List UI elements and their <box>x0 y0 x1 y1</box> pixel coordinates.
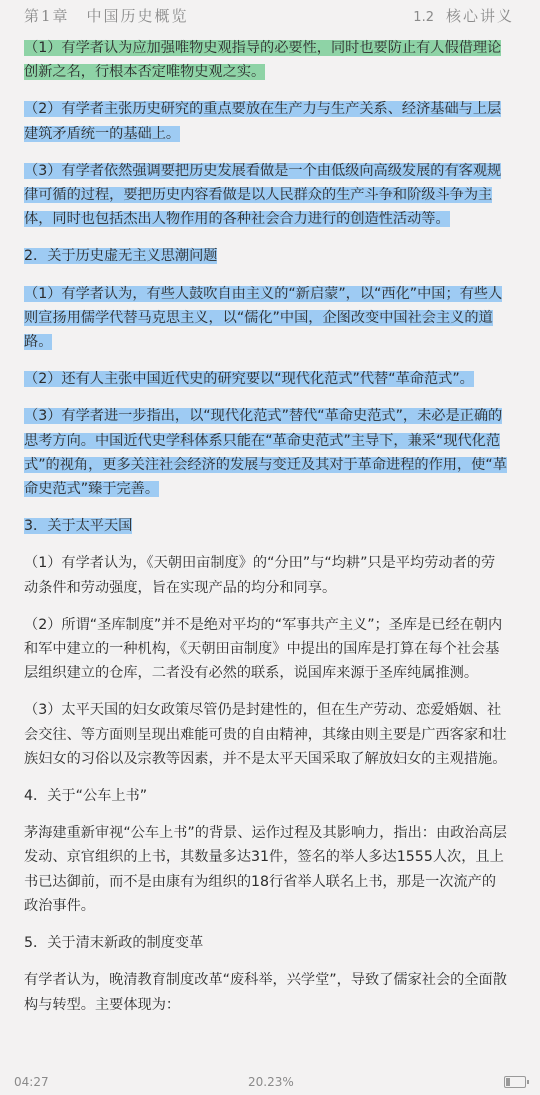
text-paragraph[interactable] <box>24 367 508 391</box>
paragraph-text: 4．关于“公车上书” <box>24 788 148 805</box>
section-heading[interactable] <box>24 514 508 538</box>
section-number: 1.2 <box>413 10 434 25</box>
clock-time: 04:27 <box>14 1075 49 1089</box>
highlighted-text: （3）有学者进一步指出，以“现代化范式”替代“革命史范式”，未必是正确的思考方向。中国近代史学科体系只能在“革命史范式”主导下，兼采“现代化范式”的视角，更多关注社会经济的发展与变迁及其对于革命进程的作用，使“革命史范式”臻于完善。 <box>24 408 507 498</box>
text-paragraph[interactable] <box>24 159 508 232</box>
section-label <box>413 5 514 26</box>
paragraph-text: 有学者认为，晚清教育制度改革“废科举，兴学堂”，导致了儒家社会的全面散构与转型。主要体现为： <box>24 972 507 1013</box>
highlighted-text: 3．关于太平天国 <box>24 518 133 535</box>
section-heading[interactable] <box>24 784 508 808</box>
reader-content[interactable] <box>24 36 508 1030</box>
chapter-title: 第1章 中国历史概览 <box>24 7 189 25</box>
text-paragraph[interactable] <box>24 613 508 686</box>
highlighted-text: （2）有学者主张历史研究的重点要放在生产力与生产关系、经济基础与上层建筑矛盾统一的基础上。 <box>24 101 502 142</box>
highlighted-text: （1）有学者认为应加强唯物史观指导的必要性，同时也要防止有人假借理论创新之名，行根本否定唯物史观之实。 <box>24 40 502 81</box>
reader-footer <box>0 1069 540 1095</box>
highlighted-text: （2）还有人主张中国近代史的研究要以“现代化范式”代替“革命范式”。 <box>24 371 474 388</box>
paragraph-text: （2）所谓“圣库制度”并不是绝对平均的“军事共产主义”；圣库是已经在朝内和军中建立的一种机构，《天朝田亩制度》中提出的国库是打算在每个社会基层组织建立的仓库，二者没有必然的联系，说国库来源于圣库纯属推测。 <box>24 616 503 682</box>
text-paragraph[interactable] <box>24 404 508 501</box>
text-paragraph[interactable] <box>24 821 508 918</box>
section-title: 核心讲义 <box>445 7 514 25</box>
text-paragraph[interactable] <box>24 551 508 599</box>
reading-progress: 20.23% <box>248 1075 294 1089</box>
text-paragraph[interactable] <box>24 97 508 145</box>
section-heading[interactable] <box>24 244 508 268</box>
text-paragraph[interactable] <box>24 282 508 355</box>
text-paragraph[interactable] <box>24 698 508 771</box>
section-heading[interactable] <box>24 931 508 955</box>
highlighted-text: （1）有学者认为，有些人鼓吹自由主义的“新启蒙”，以“西化”中国；有些人则宣扬用儒学代替马克思主义，以“儒化”中国，企图改变中国社会主义的道路。 <box>24 285 503 351</box>
paragraph-text: 5．关于清末新政的制度变革 <box>24 935 204 952</box>
text-paragraph[interactable] <box>24 36 508 84</box>
paragraph-text: （3）太平天国的妇女政策尽管仍是封建性的，但在生产劳动、恋爱婚姻、社会交往、等方面则呈现出难能可贵的自由精神，其缘由则主要是广西客家和壮族妇女的习俗以及宗教等因素，并不是太平天国采取了解放妇女的主观措施。 <box>24 702 507 767</box>
paragraph-text: （1）有学者认为，《天朝田亩制度》的“分田”与“均耕”只是平均劳动者的劳动条件和劳动强度，旨在实现产品的均分和同享。 <box>24 555 496 596</box>
reader-header <box>0 0 540 30</box>
battery-icon <box>504 1076 526 1088</box>
highlighted-text: 2．关于历史虚无主义思潮问题 <box>24 248 218 265</box>
text-paragraph[interactable] <box>24 968 508 1016</box>
paragraph-text: 茅海建重新审视“公车上书”的背景、运作过程及其影响力，指出：由政治高层发动、京官组织的上书，其数量多达31件，签名的举人多达1555人次，且上书已达御前，而不是由康有为组织的18行省举人联名上书，那是一次流产的政治事件。 <box>24 825 507 914</box>
highlighted-text: （3）有学者依然强调要把历史发展看做是一个由低级向高级发展的有客观规律可循的过程，要把历史内容看做是以人民群众的生产斗争和阶级斗争为主体，同时也包括杰出人物作用的各种社会合力进行的创造性活动等。 <box>24 162 502 228</box>
